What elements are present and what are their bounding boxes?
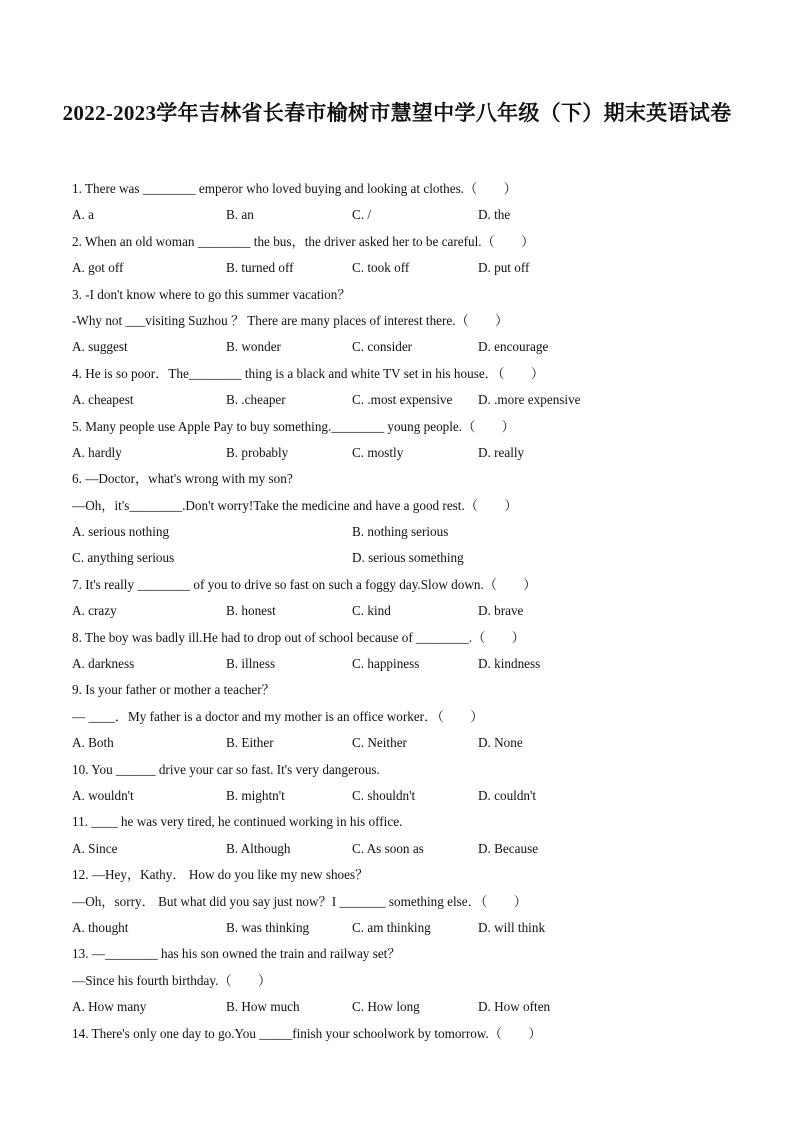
question-stem: 9. Is your father or mother a teacher？ [72, 682, 275, 698]
question-stem-line-2: —Since his fourth birthday.（ ） [72, 972, 272, 988]
option-b: B. Either [226, 735, 274, 751]
option-c: C. happiness [352, 656, 420, 672]
option-c: C. anything serious [72, 550, 175, 566]
question-14 [72, 1021, 732, 1047]
question-stem: 14. There's only one day to go.You _____finish your schoolwork by tomorrow.（ ） [72, 1025, 542, 1041]
question-13 [72, 941, 732, 1020]
option-c: C. took off [352, 260, 410, 276]
option-a: A. got off [72, 260, 124, 276]
option-b: B. nothing serious [352, 524, 449, 540]
option-row [72, 915, 732, 941]
question-12 [72, 862, 732, 941]
option-b: B. How much [226, 999, 300, 1015]
option-d: D. will think [478, 919, 546, 935]
option-a: A. Both [72, 735, 114, 751]
question-11 [72, 809, 732, 862]
option-row [72, 598, 732, 624]
option-b: B. honest [226, 603, 276, 619]
option-row [72, 255, 732, 281]
option-c: C. How long [352, 999, 420, 1015]
question-2 [72, 229, 732, 282]
question-stem: 2. When an old woman ________ the bus，the driver asked her to be careful.（ ） [72, 233, 535, 249]
option-b: B. an [226, 207, 254, 223]
option-c: C. am thinking [352, 919, 431, 935]
option-row [72, 730, 732, 756]
question-stem: 13. —________ has his son owned the train and railway set？ [72, 946, 401, 962]
option-c: C. As soon as [352, 840, 424, 856]
option-row [72, 202, 732, 228]
option-a: A. serious nothing [72, 524, 170, 540]
question-9 [72, 677, 732, 756]
option-row [72, 334, 732, 360]
option-row [72, 836, 732, 862]
question-stem: 5. Many people use Apple Pay to buy something.________ young people.（ ） [72, 418, 515, 434]
option-row [72, 519, 732, 545]
question-stem: 10. You ______ drive your car so fast. It's very dangerous. [72, 761, 380, 777]
option-c: C. shouldn't [352, 787, 416, 803]
option-d: D. Because [478, 840, 539, 856]
option-b: B. was thinking [226, 919, 310, 935]
question-stem-line-2: -Why not ___visiting Suzhou ？ There are many places of interest there.（ ） [72, 312, 509, 328]
option-d: D. serious something [352, 550, 464, 566]
question-stem: 6. —Doctor，what's wrong with my son? [72, 471, 293, 487]
option-row [72, 994, 732, 1020]
option-d: D. couldn't [478, 787, 537, 803]
question-stem: 3. -I don't know where to go this summer vacation？ [72, 286, 351, 302]
option-b: B. wonder [226, 339, 281, 355]
option-c: C. / [352, 207, 372, 223]
question-5 [72, 414, 732, 467]
option-d: D. put off [478, 260, 530, 276]
option-a: A. cheapest [72, 392, 134, 408]
option-d: D. How often [478, 999, 551, 1015]
option-d: D. really [478, 444, 525, 460]
option-d: D. None [478, 735, 523, 751]
question-1 [72, 176, 732, 229]
option-c: C. mostly [352, 444, 404, 460]
question-stem: 8. The boy was badly ill.He had to drop out of school because of ________.（ ） [72, 629, 525, 645]
option-d: D. encourage [478, 339, 549, 355]
question-stem: 12. —Hey，Kathy． How do you like my new shoes？ [72, 867, 369, 883]
question-4 [72, 361, 732, 414]
option-c: C. kind [352, 603, 391, 619]
question-stem: 7. It's really ________ of you to drive so fast on such a foggy day.Slow down.（ ） [72, 576, 537, 592]
question-stem-line-2: —Oh，sorry． But what did you say just now？I _______ something else．（ ） [72, 893, 527, 909]
question-8 [72, 625, 732, 678]
option-b: B. .cheaper [226, 392, 286, 408]
option-row [72, 387, 732, 413]
option-b: B. Although [226, 840, 291, 856]
option-a: A. thought [72, 919, 129, 935]
option-a: A. darkness [72, 656, 135, 672]
option-a: A. Since [72, 840, 118, 856]
option-row [72, 651, 732, 677]
option-c: C. .most expensive [352, 392, 453, 408]
option-b: B. illness [226, 656, 276, 672]
question-list [72, 176, 732, 1047]
option-row [72, 545, 732, 571]
option-b: B. probably [226, 444, 289, 460]
question-6 [72, 466, 732, 572]
question-stem: 1. There was ________ emperor who loved buying and looking at clothes.（ ） [72, 181, 517, 196]
question-10 [72, 757, 732, 810]
option-a: A. hardly [72, 444, 122, 460]
option-c: C. Neither [352, 735, 407, 751]
option-d: D. the [478, 207, 511, 223]
question-stem: 11. ____ he was very tired, he continued working in his office. [72, 814, 403, 830]
question-stem: 4. He is so poor．The________ thing is a black and white TV set in his house．（ ） [72, 365, 545, 381]
option-a: A. a [72, 207, 94, 223]
page-title: 2022-2023学年吉林省长春市榆树市慧望中学八年级（下）期末英语试卷 [62, 101, 732, 125]
question-7 [72, 572, 732, 625]
option-d: D. .more expensive [478, 392, 581, 408]
question-stem-line-2: — ____．My father is a doctor and my mother is an office worker．（ ） [72, 708, 484, 724]
option-b: B. mightn't [226, 787, 285, 803]
option-row [72, 783, 732, 809]
option-a: A. suggest [72, 339, 128, 355]
option-b: B. turned off [226, 260, 294, 276]
question-3 [72, 282, 732, 361]
option-d: D. kindness [478, 656, 541, 672]
option-a: A. How many [72, 999, 147, 1015]
option-d: D. brave [478, 603, 524, 619]
option-a: A. crazy [72, 603, 117, 619]
option-a: A. wouldn't [72, 787, 134, 803]
option-row [72, 440, 732, 466]
question-stem-line-2: —Oh，it's________.Don't worry!Take the medicine and have a good rest.（ ） [72, 497, 518, 513]
option-c: C. consider [352, 339, 413, 355]
